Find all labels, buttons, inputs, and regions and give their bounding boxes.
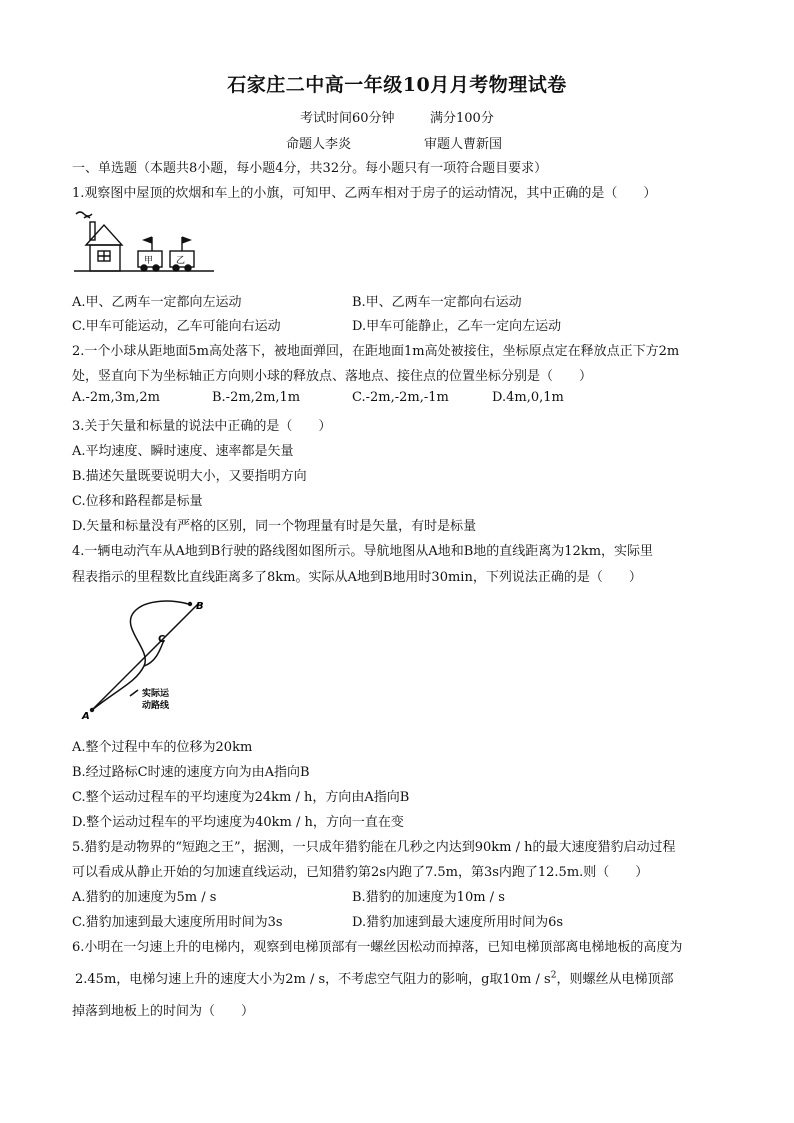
house-icon bbox=[90, 245, 120, 271]
q1-figure-house-cars bbox=[72, 205, 222, 277]
exam-time: 考试时间60分钟 bbox=[300, 111, 395, 126]
label-leader-line bbox=[130, 690, 138, 696]
q6-stem-line1: 6.小明在一匀速上升的电梯内，观察到电梯顶部有一螺丝因松动而掉落，已知电梯顶部离电梯地板的高度为 bbox=[72, 940, 683, 955]
route-label-line1: 实际运 bbox=[142, 689, 170, 699]
flag-jia-icon bbox=[144, 237, 152, 243]
point-b-icon bbox=[188, 602, 192, 606]
question-reviewer: 审题人曹新国 bbox=[424, 137, 503, 152]
q5-stem-line2: 可以看成从静止开始的匀加速直线运动，已知猎豹第2s内跑了7.5m，第3s内跑了12.5m.则（ ） bbox=[72, 865, 649, 880]
q1-stem: 1.观察图中屋顶的炊烟和车上的小旗，可知甲、乙两车相对于房子的运动情况，其中正确的是（ ） bbox=[72, 186, 657, 201]
exam-title: 石家庄二中高一年级10月月考物理试卷 bbox=[227, 74, 567, 96]
q6-stem-line2 bbox=[75, 968, 673, 987]
question-setter: 命题人李炎 bbox=[286, 137, 352, 152]
q2-option-d: D.4m,0,1m bbox=[492, 390, 564, 405]
q3-option-d: D.矢量和标量没有严格的区别，同一个物理量有时是矢量，有时是标量 bbox=[72, 519, 477, 534]
q1-option-c: C.甲车可能运动，乙车可能向右运动 bbox=[72, 319, 281, 334]
point-b-label: B bbox=[196, 601, 204, 612]
q4-option-b: B.经过路标C时速的速度方向为由A指向B bbox=[72, 765, 310, 780]
q5-option-c: C.猎豹加速到最大速度所用时间为3s bbox=[72, 915, 283, 930]
section-heading: 一、单选题（本题共8小题，每小题4分，共32分。每小题只有一项符合题目要求） bbox=[72, 161, 548, 176]
q1-option-a: A.甲、乙两车一定都向左运动 bbox=[72, 295, 242, 310]
q4-option-a: A.整个过程中车的位移为20km bbox=[72, 740, 253, 755]
q5-stem-line1: 5.猎豹是动物界的“短跑之王”，据测，一只成年猎豹能在几秒之内达到90km / h的最大速度猎豹启动过程 bbox=[72, 840, 676, 855]
q2-option-b: B.-2m,2m,1m bbox=[212, 390, 301, 405]
q1-option-d: D.甲车可能静止，乙车一定向左运动 bbox=[352, 319, 562, 334]
q2-option-a: A.-2m,3m,2m bbox=[72, 390, 160, 405]
roof-icon bbox=[86, 225, 122, 245]
flag-yi-icon bbox=[182, 237, 190, 243]
q3-option-c: C.位移和路程都是标量 bbox=[72, 494, 203, 509]
q6-stem-line3: 掉落到地板上的时间为（ ） bbox=[72, 1004, 255, 1019]
smoke-icon-2 bbox=[84, 217, 90, 219]
route-label-line2: 动路线 bbox=[142, 701, 170, 711]
q1-option-b: B.甲、乙两车一定都向右运动 bbox=[352, 295, 522, 310]
point-c-label: C bbox=[158, 634, 166, 645]
q3-stem: 3.关于矢量和标量的说法中正确的是（ ） bbox=[72, 419, 332, 434]
q4-option-c: C.整个运动过程车的平均速度为24km / h，方向由A指向B bbox=[72, 790, 410, 805]
q4-stem-line1: 4.一辆电动汽车从A地到B行驶的路线图如图所示。导航地图从A地和B地的直线距离为12km，实际里 bbox=[72, 544, 654, 559]
q4-stem-line2: 程表指示的里程数比直线距离多了8km。实际从A地到B地用时30min，下列说法正确的是（ ） bbox=[72, 570, 642, 585]
q3-option-b: B.描述矢量既要说明大小，又要指明方向 bbox=[72, 469, 307, 484]
q4-option-d: D.整个运动过程车的平均速度为40km / h，方向一直在变 bbox=[72, 815, 404, 830]
q6-stem-line2-part2: ，则螺丝从电梯顶部 bbox=[556, 972, 674, 987]
car-jia-label: 甲 bbox=[144, 256, 154, 266]
smoke-icon bbox=[76, 212, 92, 216]
q4-route-figure bbox=[80, 592, 220, 722]
q5-option-a: A.猎豹的加速度为5m / s bbox=[72, 890, 217, 905]
point-a-label: A bbox=[82, 711, 90, 722]
q5-option-b: B.猎豹的加速度为10m / s bbox=[352, 890, 505, 905]
q3-option-a: A.平均速度、瞬时速度、速率都是矢量 bbox=[72, 444, 294, 459]
q2-option-c: C.-2m,-2m,-1m bbox=[352, 390, 449, 405]
actual-route-path bbox=[92, 601, 188, 710]
q6-stem-line2-part1: 2.45m，电梯匀速上升的速度大小为2m / s，不考虑空气阻力的影响，g取10m / s bbox=[75, 972, 551, 987]
full-score: 满分100分 bbox=[430, 111, 494, 126]
q5-option-d: D.猎豹加速到最大速度所用时间为6s bbox=[352, 915, 564, 930]
car-yi-label: 乙 bbox=[176, 256, 186, 266]
point-a-icon bbox=[90, 708, 94, 712]
q2-stem-line2: 处，竖直向下为坐标轴正方向则小球的释放点、落地点、接住点的位置坐标分别是（ ） bbox=[72, 369, 593, 384]
q6-superscript: 2 bbox=[550, 970, 557, 981]
q2-stem-line1: 2.一个小球从距地面5m高处落下，被地面弹回，在距地面1m高处被接住，坐标原点定在释放点正下方2m bbox=[72, 344, 680, 359]
